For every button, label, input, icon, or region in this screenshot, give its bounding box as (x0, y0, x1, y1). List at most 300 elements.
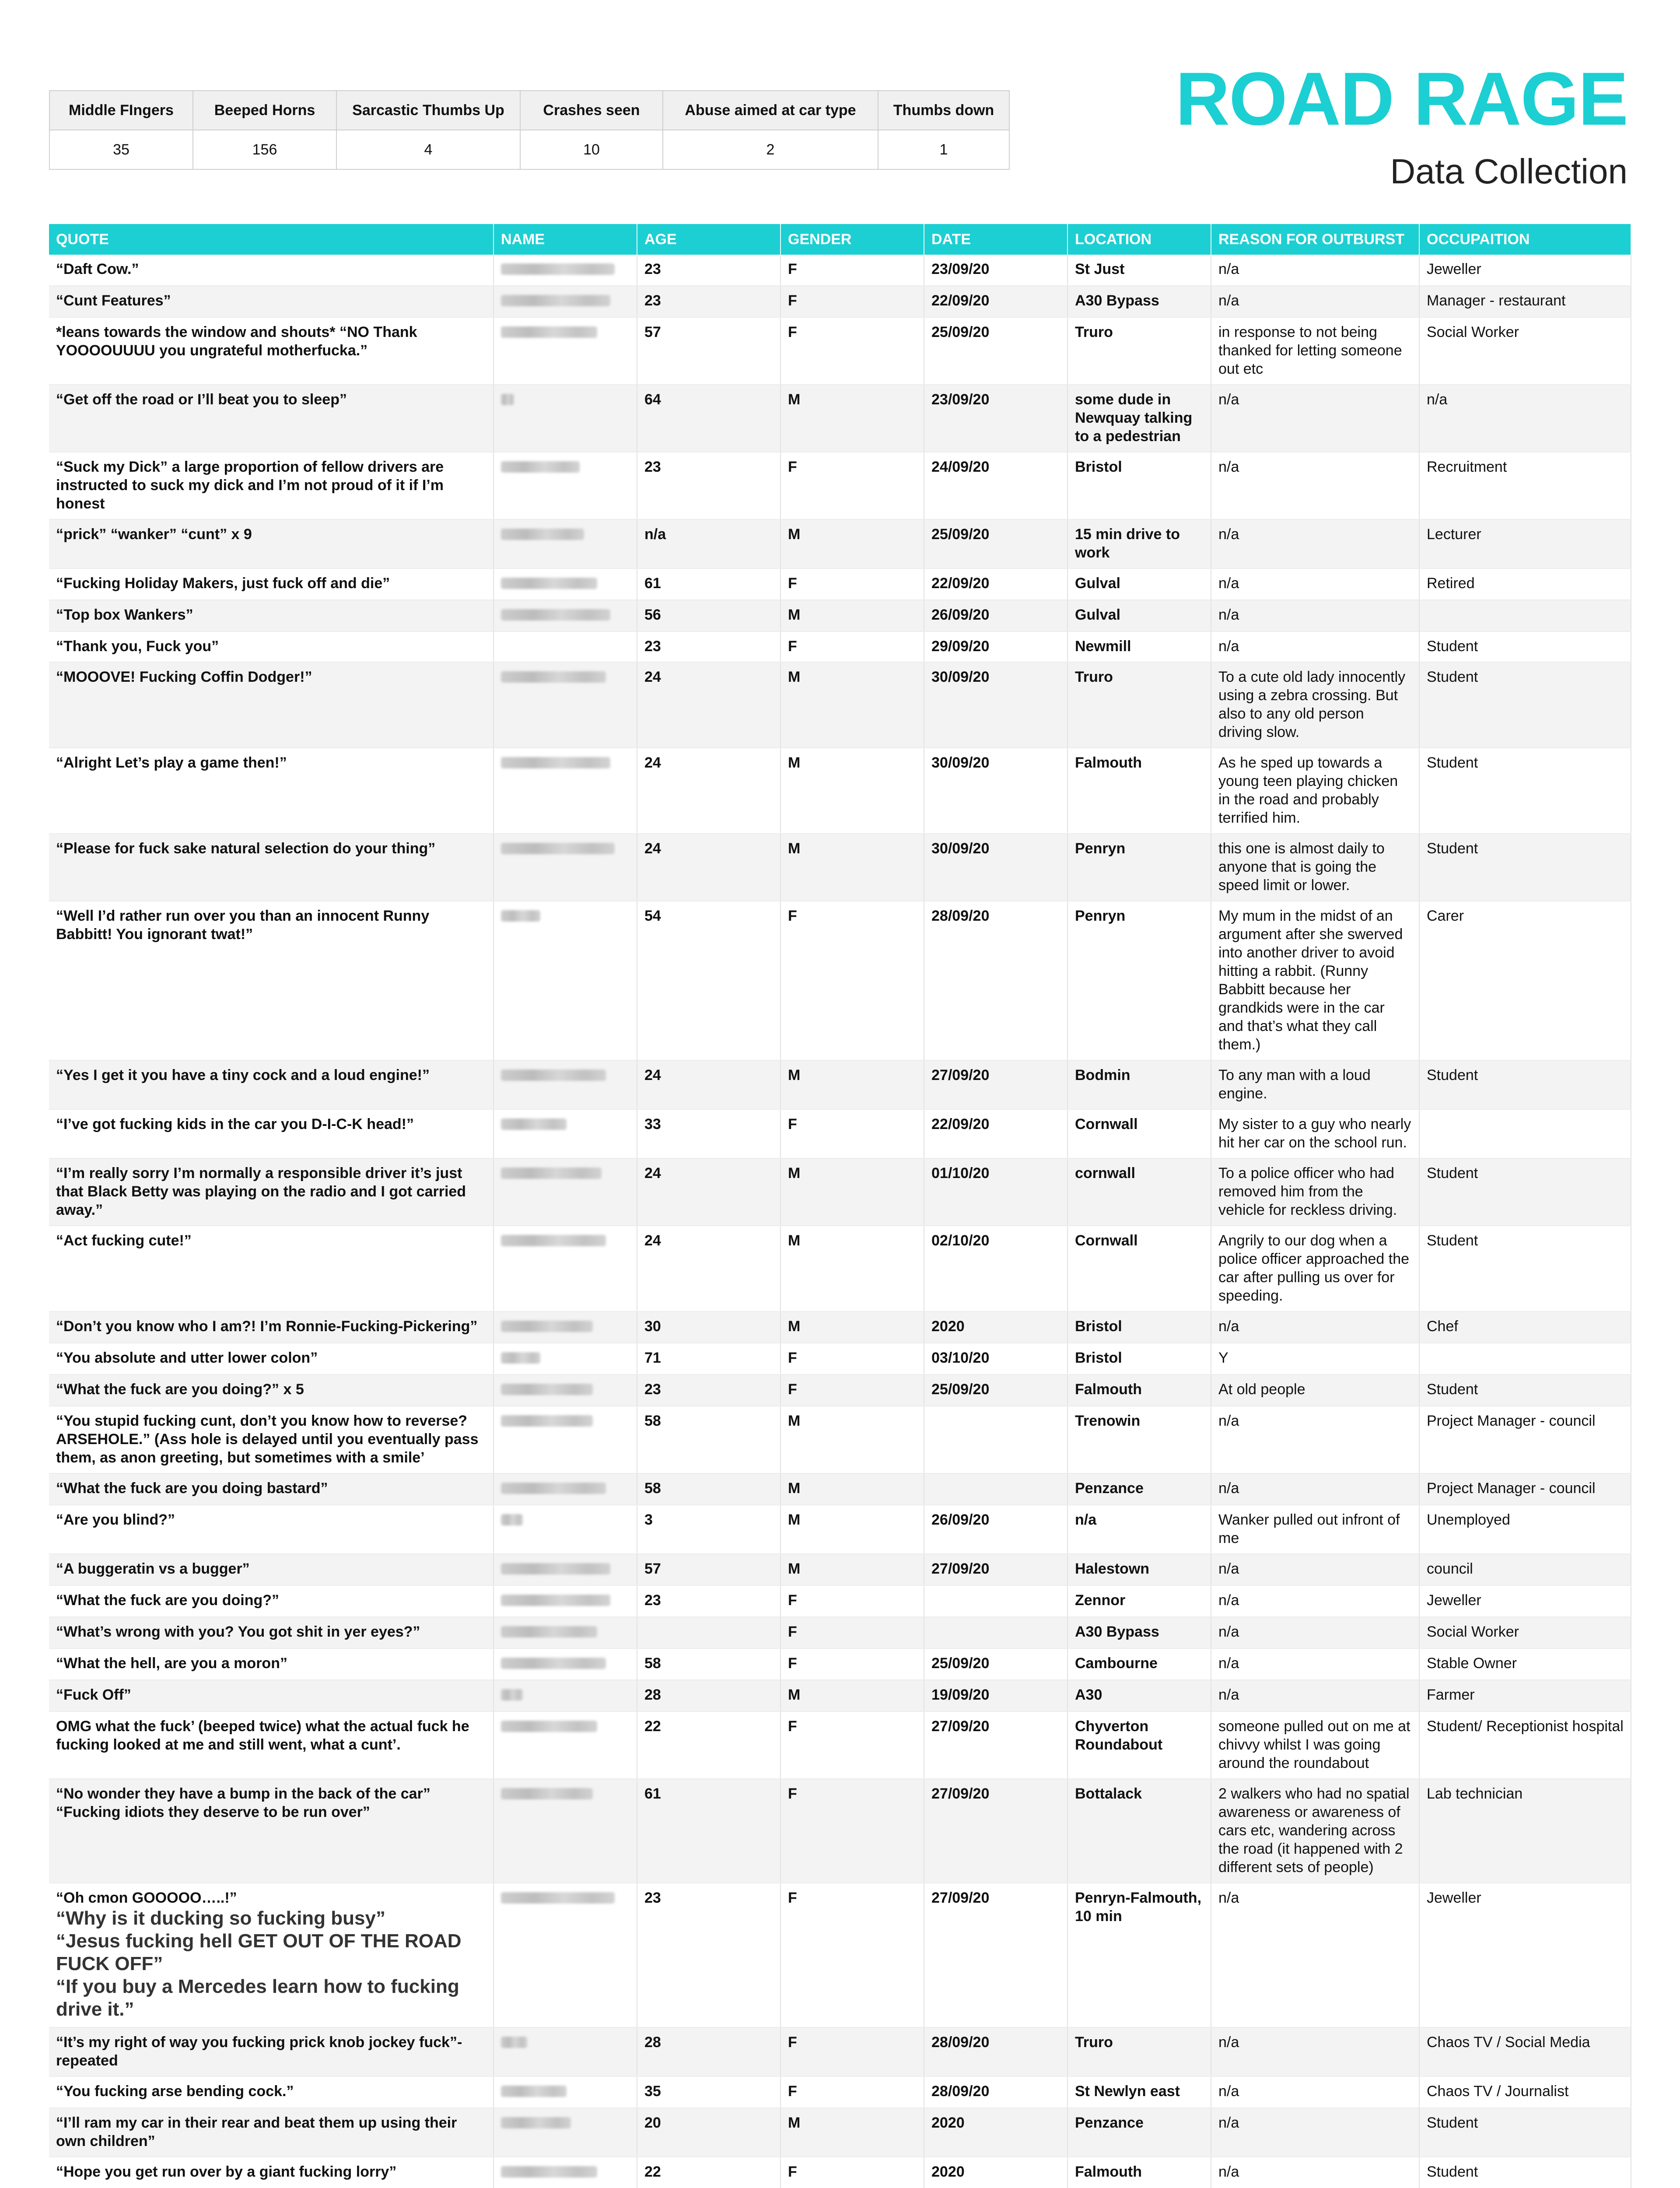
reason-cell: n/a (1211, 1554, 1419, 1585)
redacted-name (501, 1235, 606, 1246)
occupation-cell: Social Worker (1419, 1617, 1631, 1648)
quote-cell (49, 748, 494, 834)
age-cell: 23 (637, 255, 780, 286)
gender-cell: F (780, 1648, 924, 1680)
quote-extra-text: “Jesus fucking hell GET OUT OF THE ROAD FUCK OFF” (56, 1930, 462, 1974)
gender-cell: M (780, 519, 924, 568)
redacted-name (501, 2117, 571, 2128)
quote-text: “Are you blind?” (56, 1511, 175, 1528)
quote-text: “A buggeratin vs a bugger” (56, 1560, 250, 1577)
summary-value-beeped-horns: 156 (193, 130, 336, 169)
occupation-cell: n/a (1419, 385, 1631, 452)
redacted-name (501, 295, 610, 306)
quote-text: “Get off the road or I’ll beat you to sleep” (56, 391, 347, 408)
table-row (49, 2157, 1631, 2188)
summary-table (49, 90, 1010, 170)
redacted-name (501, 1563, 610, 1574)
age-cell: 57 (637, 1554, 780, 1585)
gender-cell: M (780, 1158, 924, 1226)
gender-cell: F (780, 1779, 924, 1883)
date-cell: 22/09/20 (924, 568, 1068, 600)
table-row (49, 1779, 1631, 1883)
occupation-cell: Manager - restaurant (1419, 286, 1631, 317)
location-cell: n/a (1068, 1505, 1211, 1554)
name-cell (494, 385, 637, 452)
gender-cell: M (780, 1680, 924, 1711)
redacted-name (501, 578, 597, 589)
table-row (49, 662, 1631, 748)
gender-cell: F (780, 1883, 924, 2027)
table-row (49, 317, 1631, 385)
occupation-cell: Student (1419, 631, 1631, 662)
table-row (49, 1158, 1631, 1226)
date-cell: 22/09/20 (924, 286, 1068, 317)
name-cell (494, 1311, 637, 1343)
occupation-cell: Lab technician (1419, 1779, 1631, 1883)
table-row (49, 600, 1631, 631)
redacted-name (501, 326, 597, 338)
date-cell: 23/09/20 (924, 255, 1068, 286)
table-row (49, 385, 1631, 452)
age-cell: 58 (637, 1473, 780, 1505)
location-cell: Trenowin (1068, 1406, 1211, 1473)
location-cell: St Newlyn east (1068, 2076, 1211, 2108)
date-cell: 01/10/20 (924, 1158, 1068, 1226)
redacted-name (501, 1069, 606, 1081)
quote-text: “I’m really sorry I’m normally a responsible driver it’s just that Black Betty was playing on the radio and I got carried away.” (56, 1165, 466, 1218)
gender-cell: F (780, 2157, 924, 2188)
occupation-cell: Student (1419, 834, 1631, 901)
occupation-cell: Chaos TV / Journalist (1419, 2076, 1631, 2108)
quote-text: “Top box Wankers” (56, 607, 193, 623)
name-cell (494, 568, 637, 600)
table-row (49, 568, 1631, 600)
gender-cell: M (780, 385, 924, 452)
occupation-cell: Student (1419, 748, 1631, 834)
occupation-cell (1419, 1343, 1631, 1375)
redacted-name (501, 2166, 597, 2177)
location-cell: Falmouth (1068, 1375, 1211, 1406)
redacted-name (501, 1788, 593, 1799)
road-rage-table (49, 224, 1631, 2188)
age-cell: 24 (637, 1060, 780, 1109)
occupation-cell: Project Manager - council (1419, 1473, 1631, 1505)
occupation-cell (1419, 1109, 1631, 1158)
redacted-name (501, 1415, 593, 1427)
reason-cell: n/a (1211, 1473, 1419, 1505)
date-cell: 30/09/20 (924, 748, 1068, 834)
title-block (1175, 57, 1628, 191)
reason-cell: n/a (1211, 1406, 1419, 1473)
quote-cell (49, 452, 494, 519)
location-cell: Truro (1068, 2027, 1211, 2076)
location-cell: Bristol (1068, 1343, 1211, 1375)
name-cell (494, 255, 637, 286)
occupation-cell: Student/ Receptionist hospital (1419, 1711, 1631, 1779)
name-cell (494, 1158, 637, 1226)
table-row (49, 1585, 1631, 1617)
reason-cell: n/a (1211, 255, 1419, 286)
table-row (49, 2108, 1631, 2157)
quote-cell (49, 1680, 494, 1711)
age-cell: 24 (637, 834, 780, 901)
date-cell: 03/10/20 (924, 1343, 1068, 1375)
reason-cell: My mum in the midst of an argument after she swerved into another driver to avoid hitting a rabbit. (Runny Babbitt because her grandkids were in the car and that’s what they call them.) (1211, 901, 1419, 1060)
gender-cell: M (780, 1505, 924, 1554)
redacted-name (501, 529, 584, 540)
name-cell (494, 1505, 637, 1554)
gender-cell: F (780, 568, 924, 600)
table-row (49, 1226, 1631, 1311)
date-cell: 28/09/20 (924, 2076, 1068, 2108)
quote-text: “You fucking arse bending cock.” (56, 2083, 294, 2100)
redacted-name (501, 1352, 540, 1364)
quote-text: “Cunt Features” (56, 292, 171, 309)
date-cell: 27/09/20 (924, 1711, 1068, 1779)
reason-cell: this one is almost daily to anyone that is going the speed limit or lower. (1211, 834, 1419, 901)
date-cell: 27/09/20 (924, 1060, 1068, 1109)
summary-header-sarcastic-thumbs-up: Sarcastic Thumbs Up (336, 91, 520, 130)
quote-text: “Alright Let’s play a game then!” (56, 754, 287, 771)
column-header-name: NAME (494, 224, 637, 255)
quote-text: OMG what the fuck’ (beeped twice) what the actual fuck he fucking looked at me and still went, what a cunt’. (56, 1718, 469, 1753)
name-cell (494, 834, 637, 901)
table-row (49, 1375, 1631, 1406)
table-row (49, 1617, 1631, 1648)
gender-cell: M (780, 1226, 924, 1311)
redacted-name (501, 843, 615, 854)
quote-cell (49, 1158, 494, 1226)
location-cell: cornwall (1068, 1158, 1211, 1226)
table-row (49, 1406, 1631, 1473)
reason-cell: Wanker pulled out infront of me (1211, 1505, 1419, 1554)
quote-cell (49, 1711, 494, 1779)
age-cell: 24 (637, 662, 780, 748)
summary-header-middle-fingers: Middle FIngers (49, 91, 193, 130)
location-cell: Truro (1068, 662, 1211, 748)
date-cell (924, 1585, 1068, 1617)
name-cell (494, 1343, 637, 1375)
date-cell: 24/09/20 (924, 452, 1068, 519)
quote-cell (49, 1226, 494, 1311)
reason-cell: n/a (1211, 1617, 1419, 1648)
gender-cell: F (780, 1585, 924, 1617)
column-header-location: LOCATION (1068, 224, 1211, 255)
date-cell: 02/10/20 (924, 1226, 1068, 1311)
quote-cell (49, 317, 494, 385)
table-row (49, 1060, 1631, 1109)
quote-cell (49, 385, 494, 452)
location-cell: Zennor (1068, 1585, 1211, 1617)
occupation-cell: Farmer (1419, 1680, 1631, 1711)
table-row (49, 452, 1631, 519)
quote-cell (49, 1779, 494, 1883)
table-row (49, 631, 1631, 662)
reason-cell: To any man with a loud engine. (1211, 1060, 1419, 1109)
date-cell: 25/09/20 (924, 519, 1068, 568)
location-cell: Bodmin (1068, 1060, 1211, 1109)
table-row (49, 519, 1631, 568)
reason-cell: To a cute old lady innocently using a zebra crossing. But also to any old person driving slow. (1211, 662, 1419, 748)
gender-cell: M (780, 748, 924, 834)
date-cell: 27/09/20 (924, 1554, 1068, 1585)
name-cell (494, 1406, 637, 1473)
date-cell: 27/09/20 (924, 1779, 1068, 1883)
location-cell: Penryn (1068, 834, 1211, 901)
age-cell: 30 (637, 1311, 780, 1343)
date-cell: 23/09/20 (924, 385, 1068, 452)
reason-cell: n/a (1211, 1680, 1419, 1711)
age-cell: 23 (637, 631, 780, 662)
age-cell: 58 (637, 1406, 780, 1473)
location-cell: Halestown (1068, 1554, 1211, 1585)
table-row (49, 2076, 1631, 2108)
column-header-age: AGE (637, 224, 780, 255)
location-cell: Falmouth (1068, 748, 1211, 834)
age-cell: 23 (637, 286, 780, 317)
gender-cell: M (780, 1060, 924, 1109)
quote-cell (49, 631, 494, 662)
name-cell (494, 1779, 637, 1883)
summary-header-row (49, 91, 1009, 130)
quote-text: “You stupid fucking cunt, don’t you know how to reverse? ARSEHOLE.” (Ass hole is delayed until you eventually pass them, as anon greeting, but sometimes with a smile’ (56, 1413, 479, 1466)
occupation-cell (1419, 600, 1631, 631)
date-cell: 25/09/20 (924, 317, 1068, 385)
age-cell: 24 (637, 748, 780, 834)
name-cell (494, 286, 637, 317)
summary-value-row (49, 130, 1009, 169)
summary-header-thumbs-down: Thumbs down (878, 91, 1009, 130)
age-cell: 35 (637, 2076, 780, 2108)
age-cell: 23 (637, 1375, 780, 1406)
table-row (49, 1883, 1631, 2027)
age-cell: 24 (637, 1158, 780, 1226)
quote-text: “Suck my Dick” a large proportion of fellow drivers are instructed to suck my dick and I’m not proud of it if I’m honest (56, 459, 444, 512)
occupation-cell: Student (1419, 662, 1631, 748)
quote-cell (49, 2027, 494, 2076)
occupation-cell: Carer (1419, 901, 1631, 1060)
age-cell: 33 (637, 1109, 780, 1158)
location-cell: Truro (1068, 317, 1211, 385)
name-cell (494, 2076, 637, 2108)
reason-cell: in response to not being thanked for letting someone out etc (1211, 317, 1419, 385)
gender-cell: F (780, 1711, 924, 1779)
redacted-name (501, 1483, 606, 1494)
quote-text: “Oh cmon GOOOOO…..!” (56, 1890, 237, 1906)
gender-cell: F (780, 1343, 924, 1375)
quote-text: “It’s my right of way you fucking prick knob jockey fuck”- repeated (56, 2034, 462, 2069)
page-subtitle: Data Collection (1390, 152, 1628, 191)
location-cell: Penzance (1068, 1473, 1211, 1505)
column-header-occupation: OCCUPAITION (1419, 224, 1631, 255)
date-cell: 25/09/20 (924, 1375, 1068, 1406)
quote-cell (49, 1585, 494, 1617)
name-cell (494, 901, 637, 1060)
age-cell: 23 (637, 1585, 780, 1617)
quote-text: “No wonder they have a bump in the back of the car” “Fucking idiots they deserve to be run over” (56, 1785, 430, 1820)
gender-cell: F (780, 1109, 924, 1158)
table-row (49, 748, 1631, 834)
redacted-name (501, 671, 606, 683)
redacted-name (501, 1626, 597, 1637)
quote-cell (49, 2157, 494, 2188)
quote-text: “MOOOVE! Fucking Coffin Dodger!” (56, 669, 312, 685)
summary-value-sarcastic-thumbs-up: 4 (336, 130, 520, 169)
gender-cell: M (780, 1406, 924, 1473)
quote-cell (49, 662, 494, 748)
table-row (49, 286, 1631, 317)
age-cell: 20 (637, 2108, 780, 2157)
occupation-cell: Stable Owner (1419, 1648, 1631, 1680)
reason-cell: At old people (1211, 1375, 1419, 1406)
quote-text: “What’s wrong with you? You got shit in yer eyes?” (56, 1623, 420, 1640)
occupation-cell: Student (1419, 2157, 1631, 2188)
redacted-name (501, 1689, 523, 1701)
table-row (49, 1505, 1631, 1554)
gender-cell: M (780, 1473, 924, 1505)
date-cell (924, 1617, 1068, 1648)
age-cell: 71 (637, 1343, 780, 1375)
age-cell: 28 (637, 2027, 780, 2076)
reason-cell: Angrily to our dog when a police officer approached the car after pulling us over for speeding. (1211, 1226, 1419, 1311)
occupation-cell: Project Manager - council (1419, 1406, 1631, 1473)
table-row (49, 1711, 1631, 1779)
summary-header-abuse-car-type: Abuse aimed at car type (663, 91, 878, 130)
summary-value-middle-fingers: 35 (49, 130, 193, 169)
quote-cell (49, 1375, 494, 1406)
reason-cell: n/a (1211, 2027, 1419, 2076)
quote-text: “Act fucking cute!” (56, 1232, 192, 1249)
date-cell: 2020 (924, 2108, 1068, 2157)
location-cell: A30 Bypass (1068, 286, 1211, 317)
name-cell (494, 519, 637, 568)
name-cell (494, 1375, 637, 1406)
name-cell (494, 1883, 637, 2027)
table-row (49, 1311, 1631, 1343)
date-cell: 25/09/20 (924, 1648, 1068, 1680)
name-cell (494, 1680, 637, 1711)
name-cell (494, 1554, 637, 1585)
location-cell: Gulval (1068, 568, 1211, 600)
quote-cell (49, 519, 494, 568)
reason-cell: Y (1211, 1343, 1419, 1375)
table-row (49, 1554, 1631, 1585)
reason-cell: n/a (1211, 519, 1419, 568)
date-cell (924, 1473, 1068, 1505)
name-cell (494, 1060, 637, 1109)
name-cell (494, 452, 637, 519)
reason-cell: n/a (1211, 2157, 1419, 2188)
occupation-cell: Unemployed (1419, 1505, 1631, 1554)
occupation-cell: Chef (1419, 1311, 1631, 1343)
gender-cell: M (780, 834, 924, 901)
occupation-cell: Social Worker (1419, 317, 1631, 385)
redacted-name (501, 2037, 527, 2048)
redacted-name (501, 394, 514, 405)
date-cell: 27/09/20 (924, 1883, 1068, 2027)
date-cell: 30/09/20 (924, 662, 1068, 748)
gender-cell: F (780, 255, 924, 286)
quote-cell (49, 600, 494, 631)
name-cell (494, 1226, 637, 1311)
table-row (49, 1343, 1631, 1375)
redacted-name (501, 2086, 567, 2097)
location-cell: Penryn-Falmouth, 10 min (1068, 1883, 1211, 2027)
gender-cell: F (780, 1375, 924, 1406)
column-header-gender: GENDER (780, 224, 924, 255)
age-cell: 28 (637, 1680, 780, 1711)
reason-cell: To a police officer who had removed him from the vehicle for reckless driving. (1211, 1158, 1419, 1226)
table-header-row (49, 224, 1631, 255)
quote-cell (49, 1406, 494, 1473)
quote-cell (49, 1311, 494, 1343)
quote-text: “Please for fuck sake natural selection do your thing” (56, 840, 436, 857)
age-cell: 22 (637, 1711, 780, 1779)
name-cell (494, 1585, 637, 1617)
quote-text: “What the fuck are you doing?” (56, 1592, 280, 1609)
name-cell (494, 2027, 637, 2076)
gender-cell: M (780, 662, 924, 748)
gender-cell: F (780, 2076, 924, 2108)
occupation-cell: Jeweller (1419, 255, 1631, 286)
occupation-cell: Jeweller (1419, 1585, 1631, 1617)
summary-header-crashes-seen: Crashes seen (520, 91, 663, 130)
quote-cell (49, 1473, 494, 1505)
age-cell: 23 (637, 452, 780, 519)
quote-extra-text: “If you buy a Mercedes learn how to fucking drive it.” (56, 1976, 459, 2020)
reason-cell: n/a (1211, 1883, 1419, 2027)
redacted-name (501, 1721, 597, 1732)
quote-cell (49, 1505, 494, 1554)
location-cell: Falmouth (1068, 2157, 1211, 2188)
table-row (49, 255, 1631, 286)
location-cell: A30 (1068, 1680, 1211, 1711)
redacted-name (501, 1168, 602, 1179)
date-cell: 28/09/20 (924, 2027, 1068, 2076)
quote-cell (49, 286, 494, 317)
occupation-cell: Chaos TV / Social Media (1419, 2027, 1631, 2076)
date-cell: 30/09/20 (924, 834, 1068, 901)
summary-value-crashes-seen: 10 (520, 130, 663, 169)
quote-text: “Well I’d rather run over you than an innocent Runny Babbitt! You ignorant twat!” (56, 908, 430, 943)
location-cell: Cornwall (1068, 1226, 1211, 1311)
quote-extra-text: “Why is it ducking so fucking busy” (56, 1907, 385, 1929)
table-row (49, 1648, 1631, 1680)
gender-cell: F (780, 452, 924, 519)
occupation-cell: Recruitment (1419, 452, 1631, 519)
location-cell: Gulval (1068, 600, 1211, 631)
location-cell: 15 min drive to work (1068, 519, 1211, 568)
name-cell (494, 600, 637, 631)
location-cell: Chyverton Roundabout (1068, 1711, 1211, 1779)
table-row (49, 1680, 1631, 1711)
redacted-name (501, 1595, 610, 1606)
table-row (49, 834, 1631, 901)
occupation-cell: Student (1419, 2108, 1631, 2157)
age-cell: 23 (637, 1883, 780, 2027)
occupation-cell: Student (1419, 1226, 1631, 1311)
date-cell: 28/09/20 (924, 901, 1068, 1060)
quote-text: “What the hell, are you a moron” (56, 1655, 287, 1672)
age-cell (637, 1617, 780, 1648)
redacted-name (501, 461, 580, 473)
reason-cell: n/a (1211, 452, 1419, 519)
table-row (49, 901, 1631, 1060)
age-cell: 24 (637, 1226, 780, 1311)
location-cell: Newmill (1068, 631, 1211, 662)
quote-cell (49, 901, 494, 1060)
redacted-name (501, 1892, 615, 1904)
